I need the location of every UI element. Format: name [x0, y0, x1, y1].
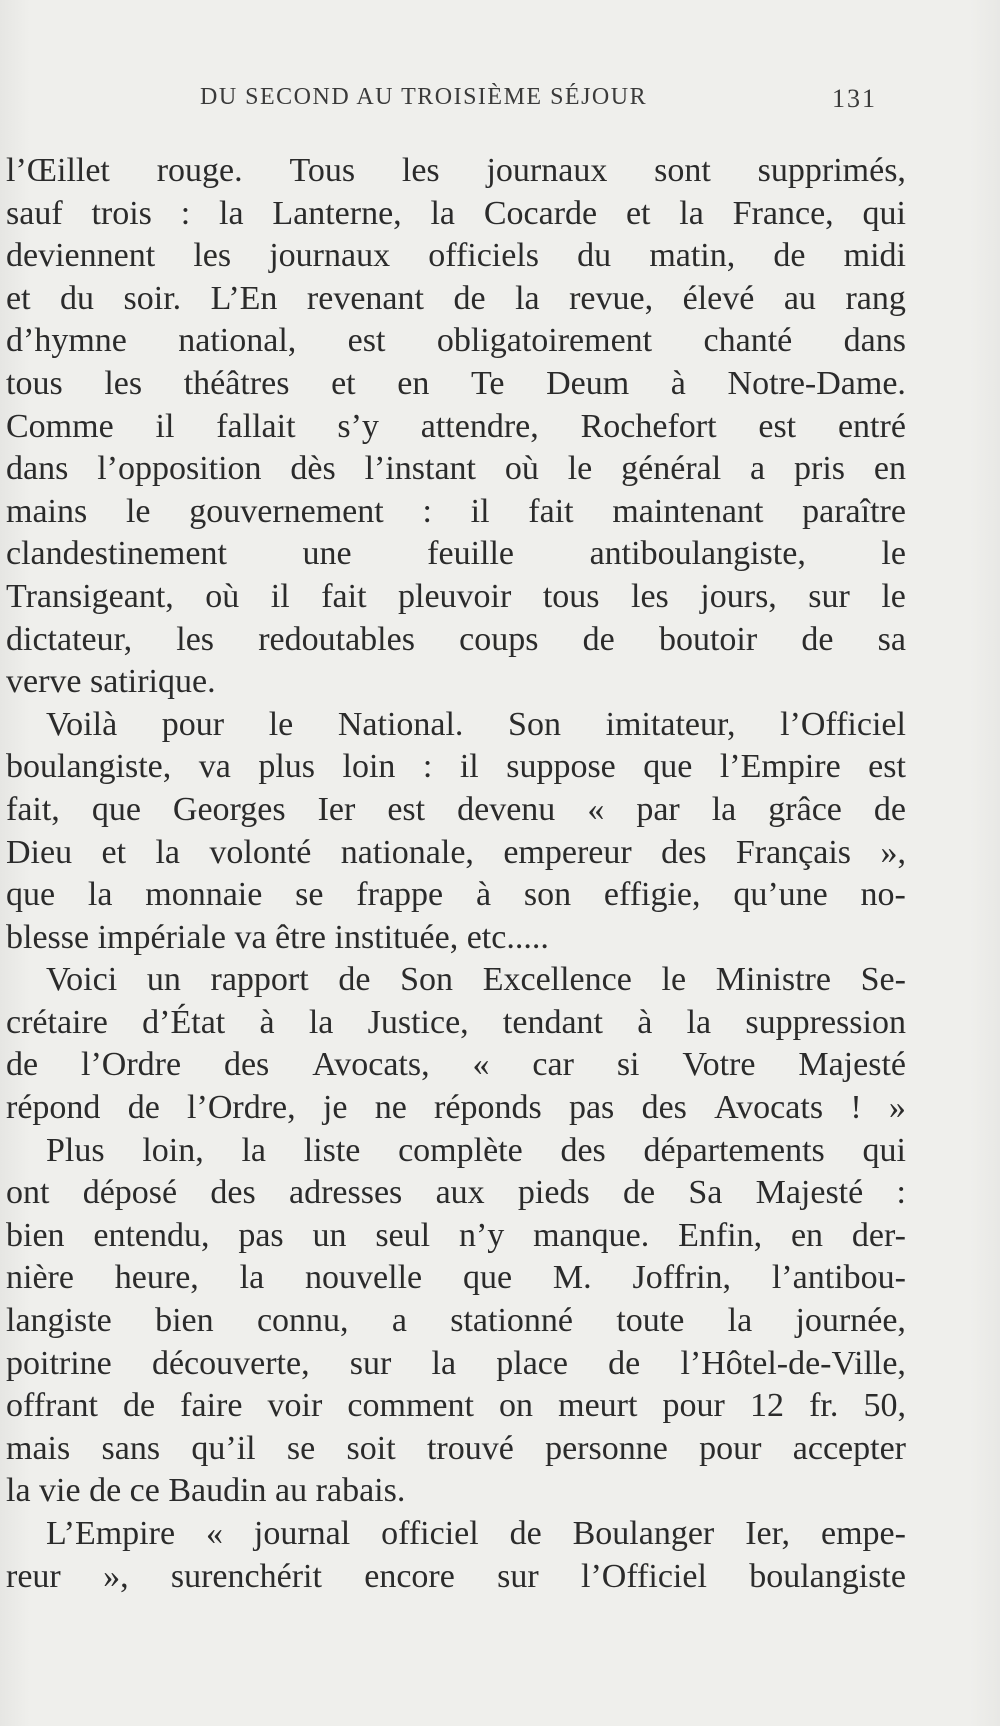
- text-line: L’Empire « journal officiel de Boulanger Ier, empe-: [46, 1515, 906, 1552]
- text-line: d’hymne national, est obligatoirement chanté dans: [6, 322, 906, 360]
- text-line: nière heure, la nouvelle que M. Joffrin, l’antibou-: [6, 1259, 906, 1297]
- text-line: poitrine découverte, sur la place de l’Hôtel-de-Ville,: [6, 1344, 906, 1382]
- text-line: Comme il fallait s’y attendre, Rochefort est entré: [6, 407, 906, 445]
- text-line: ont déposé des adresses aux pieds de Sa Majesté :: [6, 1174, 906, 1212]
- text-line: Voici un rapport de Son Excellence le Ministre Se-: [46, 961, 906, 999]
- text-line: Dieu et la volonté nationale, empereur des Français »,: [6, 833, 906, 871]
- text-line: l’Œillet rouge. Tous les journaux sont supprimés,: [6, 152, 906, 189]
- text-line: répond de l’Ordre, je ne réponds pas des Avocats ! »: [6, 1089, 906, 1127]
- body-text: [6, 150, 906, 1598]
- text-line: mains le gouvernement : il fait maintenant paraître: [6, 492, 906, 530]
- running-header: [0, 84, 1000, 124]
- text-line: boulangiste, va plus loin : il suppose que l’Empire est: [6, 748, 906, 786]
- text-line: dans l’opposition dès l’instant où le général a pris en: [6, 450, 906, 488]
- text-line: deviennent les journaux officiels du matin, de midi: [6, 237, 906, 275]
- text-line: de l’Ordre des Avocats, « car si Votre Majesté: [6, 1046, 906, 1084]
- page-number: 131: [832, 84, 877, 113]
- text-line: sauf trois : la Lanterne, la Cocarde et la France, qui: [6, 194, 906, 232]
- text-line: reur », surenchérit encore sur l’Officiel boulangiste: [6, 1557, 906, 1595]
- text-line: crétaire d’État à la Justice, tendant à la suppression: [6, 1003, 906, 1041]
- text-line: mais sans qu’il se soit trouvé personne pour accepter: [6, 1429, 906, 1467]
- text-line: langiste bien connu, a stationné toute la journée,: [6, 1302, 906, 1340]
- text-line: Plus loin, la liste complète des départements qui: [46, 1131, 906, 1169]
- text-line: Voilà pour le National. Son imitateur, l’Officiel: [46, 705, 906, 743]
- text-line: blesse impériale va être instituée, etc.....: [6, 918, 549, 956]
- text-line: dictateur, les redoutables coups de boutoir de sa: [6, 620, 906, 658]
- text-line: bien entendu, pas un seul n’y manque. Enfin, en der-: [6, 1216, 906, 1254]
- text-line: fait, que Georges Ier est devenu « par la grâce de: [6, 790, 906, 828]
- text-line: que la monnaie se frappe à son effigie, qu’une no-: [6, 876, 906, 914]
- text-line: et du soir. L’En revenant de la revue, élevé au rang: [6, 279, 906, 317]
- text-line: clandestinement une feuille antiboulangiste, le: [6, 535, 906, 573]
- text-line: offrant de faire voir comment on meurt pour 12 fr. 50,: [6, 1387, 906, 1425]
- text-line: Transigeant, où il fait pleuvoir tous les jours, sur le: [6, 577, 906, 615]
- text-line: verve satirique.: [6, 663, 216, 701]
- running-title: DU SECOND AU TROISIÈME SÉJOUR: [200, 84, 648, 110]
- text-line: la vie de ce Baudin au rabais.: [6, 1472, 406, 1510]
- text-line: tous les théâtres et en Te Deum à Notre-Dame.: [6, 364, 906, 402]
